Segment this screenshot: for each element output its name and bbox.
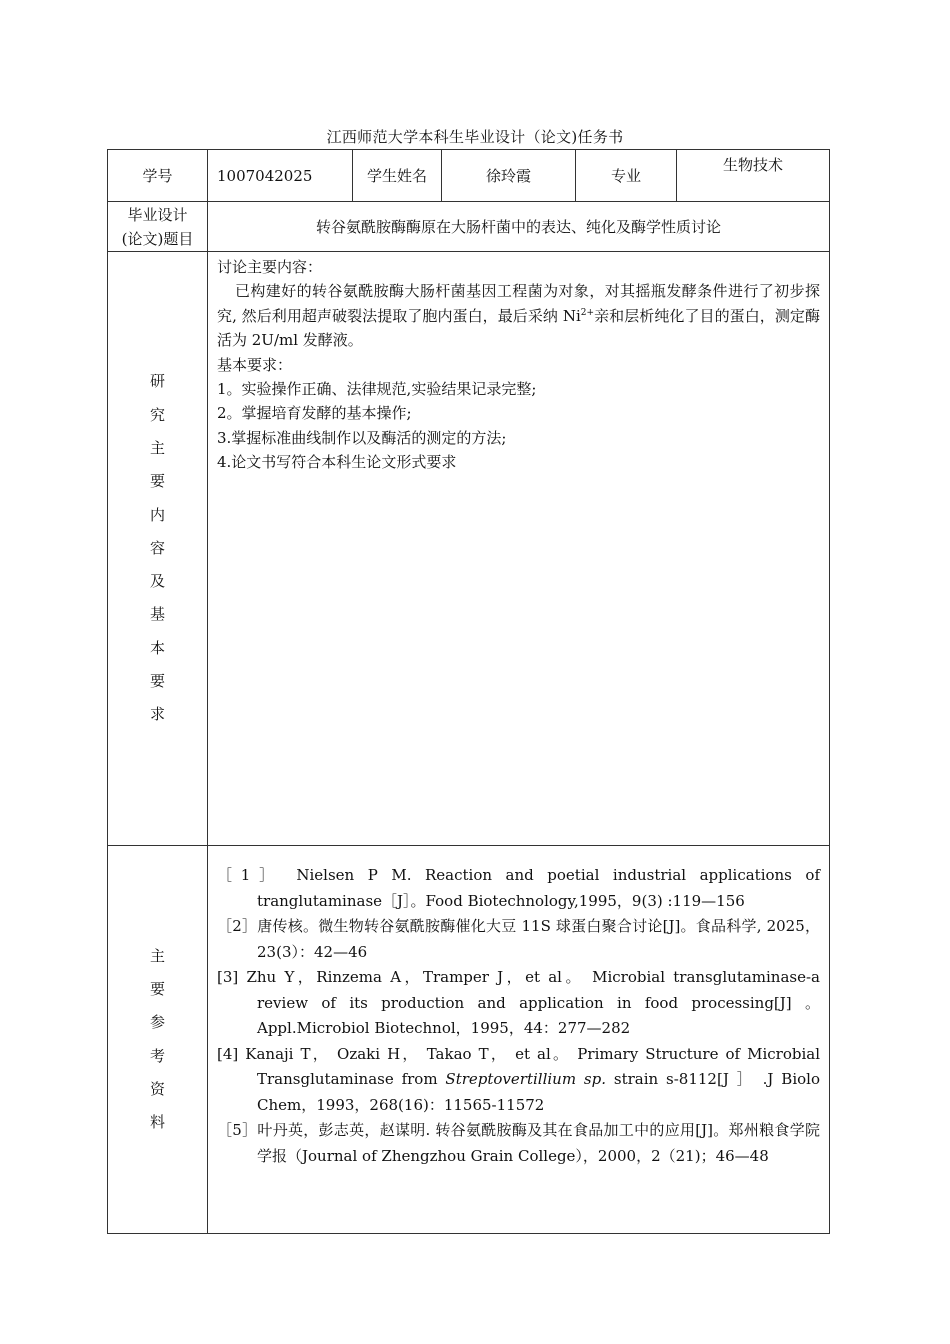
topic-value: 转谷氨酰胺酶酶原在大肠杆菌中的表达、纯化及酶学性质讨论 xyxy=(208,202,830,252)
research-paragraph xyxy=(217,279,820,352)
research-label-char: 基 xyxy=(149,605,165,624)
research-content xyxy=(208,252,830,846)
requirement-item: 3.掌握标准曲线制作以及酶活的测定的方法; xyxy=(217,428,507,447)
research-para-part1: 已构建好的转谷氨酰胺酶大肠杆菌基因工程菌为对象，对其摇瓶发酵条件进行了初步探究, 然后利用超声破裂法提取了胞内蛋白，最后采纳 Ni xyxy=(217,282,820,325)
references-label xyxy=(108,846,208,1234)
reference-4-species: Streptovertillium sp. xyxy=(445,1070,606,1088)
research-label-char: 研 xyxy=(149,372,165,391)
reference-item: ［1］ Nielsen P M. Reaction and poetial industrial applications of tranglutaminase［J］。Food Biotechnology,1995，9(3) :119—156 xyxy=(217,866,820,910)
research-para-sup: 2+ xyxy=(580,307,595,318)
requirement-item: 1。实验操作正确、法律规范,实验结果记录完整; xyxy=(217,380,537,399)
topic-label xyxy=(108,202,208,252)
research-label-char: 要 xyxy=(149,672,165,691)
research-label-char: 容 xyxy=(149,538,165,557)
reference-item: [3] Zhu Y，Rinzema A，Tramper J，et al。 Microbial transglutaminase-a review of its production and application in food processing[J] 。 Appl.Microbiol Biotechnol，1995，44：277—282 xyxy=(217,968,820,1037)
references-label-char: 资 xyxy=(149,1079,165,1098)
requirement-item: 4.论文书写符合本科生论文形式要求 xyxy=(217,453,457,472)
student-name-label: 学生姓名 xyxy=(353,150,442,202)
student-name-value: 徐玲霞 xyxy=(442,150,576,202)
topic-label-line2: (论文)题目 xyxy=(121,229,194,248)
research-para-part2: 亲和层析纯化了目的蛋白，测定酶活为 2U/ml 发酵液。 xyxy=(217,306,820,350)
major-label: 专业 xyxy=(576,150,677,202)
research-heading: 讨论主要内容： xyxy=(217,258,323,276)
reference-item: ［2］唐传核。微生物转谷氨酰胺酶催化大豆 11S 球蛋白聚合讨论[J]。食品科学, 2025， 23(3）：42—46 xyxy=(217,917,820,961)
references-label-char: 要 xyxy=(149,979,165,998)
task-form-table xyxy=(107,149,830,1234)
references-label-char: 考 xyxy=(149,1046,165,1065)
research-label-char: 究 xyxy=(149,405,165,424)
references-row xyxy=(108,846,830,1234)
reference-item: ［5］叶丹英，彭志英，赵谋明. 转谷氨酰胺酶及其在食品加工中的应用[J]。郑州粮食学院学报（Journal of Zhengzhou Grain College），2000，2（21)；46—48 xyxy=(217,1121,820,1165)
requirement-item: 2。掌握培育发酵的基本操作; xyxy=(217,404,412,423)
reference-item xyxy=(217,1042,820,1119)
research-label-char: 要 xyxy=(149,472,165,491)
student-id-label: 学号 xyxy=(108,150,208,202)
research-label-char: 本 xyxy=(149,638,165,657)
research-row xyxy=(108,252,830,846)
student-id-value: 1007042025 xyxy=(208,150,353,202)
references-content xyxy=(208,846,830,1234)
references-label-char: 料 xyxy=(149,1113,165,1132)
research-label-char: 内 xyxy=(149,505,165,524)
topic-row xyxy=(108,202,830,252)
header-row xyxy=(108,150,830,202)
major-value: 生物技术 xyxy=(677,150,830,202)
requirements-heading: 基本要求： xyxy=(217,355,293,374)
references-label-char: 参 xyxy=(149,1013,165,1032)
research-label-char: 及 xyxy=(149,572,165,591)
topic-label-line1: 毕业设计 xyxy=(127,205,188,224)
reference-4-part1: [4] Kanaji T， Ozaki H， Takao T， et al。 Primary Structure of Microbial Transglutaminase from xyxy=(217,1044,820,1088)
references-label-char: 主 xyxy=(149,946,165,965)
research-label-char: 求 xyxy=(149,705,165,724)
reference-4-part2: strain s-8112[J ］ .J Biolo Chem，1993，268(16)：11565-11572 xyxy=(257,1070,820,1114)
document-title: 江西师范大学本科生毕业设计（论文)任务书 xyxy=(326,128,624,146)
research-label-char: 主 xyxy=(149,438,165,457)
research-label xyxy=(108,252,208,846)
